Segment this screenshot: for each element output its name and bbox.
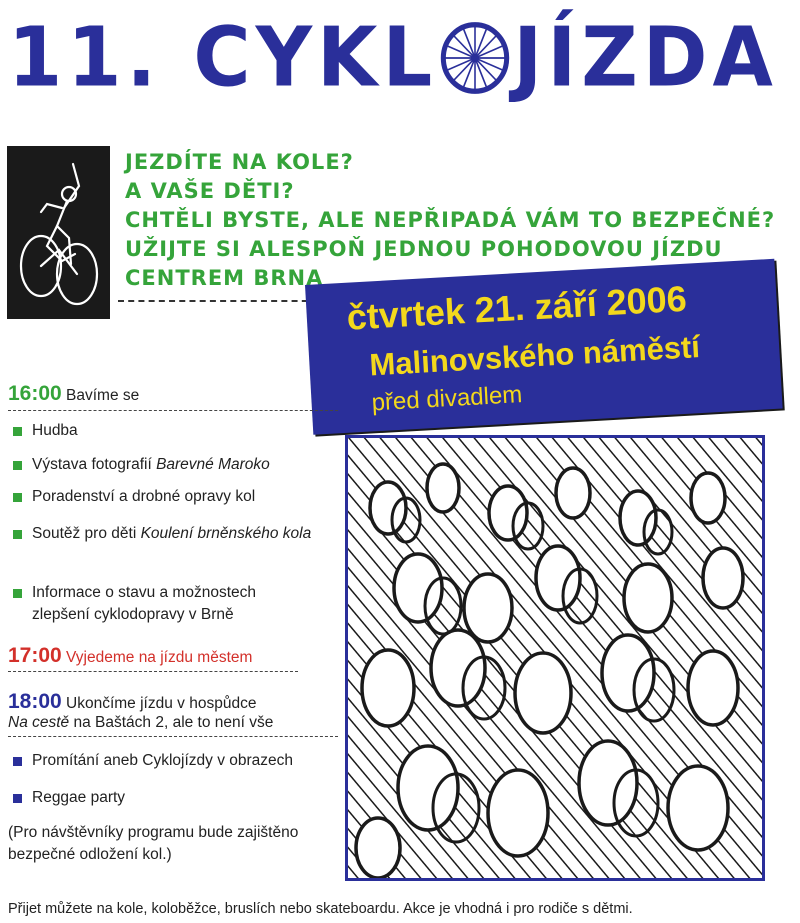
bullet-icon (13, 794, 22, 803)
item-text: Soutěž pro děti (32, 525, 141, 542)
bullet-icon (13, 493, 22, 502)
bike-storage-note: (Pro návštěvníky programu bude zajištěno bezpečné odložení kol.) (8, 824, 299, 863)
intro-line: CENTREM BRNA (125, 266, 324, 290)
item-text: Hudba (32, 422, 78, 439)
footer-note: Přijet můžete na kole, koloběžce, bruslích nebo skateboardu. Akce je vhodná i pro rodiče s dětmi. (8, 901, 633, 917)
program-slot-1800-detail (8, 714, 338, 737)
date-banner (305, 259, 783, 435)
program-item (8, 454, 338, 476)
slot-time: 17:00 (8, 644, 62, 667)
event-date: čtvrtek 21. září 2006 (345, 277, 688, 338)
slot-label: Ukončíme jízdu v hospůdce (66, 695, 257, 712)
slot-label: Bavíme se (66, 387, 140, 404)
item-text: Reggae party (32, 789, 126, 806)
program-item (8, 582, 318, 626)
bullet-icon (13, 589, 22, 598)
event-place-detail: před divadlem (370, 381, 523, 417)
cyclist-illustration (7, 146, 110, 319)
intro-line: A VAŠE DĚTI? (125, 179, 295, 203)
program-item (8, 787, 338, 809)
intro-line: CHTĚLI BYSTE, ALE NEPŘIPADÁ VÁM TO BEZPEČNÉ? (125, 208, 776, 232)
divider (118, 300, 318, 302)
program-slot-1700 (8, 644, 298, 672)
program-item (8, 420, 338, 442)
program-slot-1600 (8, 382, 338, 411)
slot-time: 18:00 (8, 690, 62, 713)
intro-line: JEZDÍTE NA KOLE? (125, 150, 354, 174)
venue-address: na Baštách 2, ale to není vše (69, 714, 274, 731)
event-title (8, 10, 788, 106)
title-part-1: 11. CYKL (8, 10, 438, 106)
program-item (8, 486, 338, 508)
bullet-icon (13, 461, 22, 470)
program-item (8, 523, 328, 545)
title-part-2: JÍZDA (513, 10, 778, 106)
event-place: Malinovského náměstí (368, 329, 701, 383)
bullet-icon (13, 757, 22, 766)
bullet-icon (13, 427, 22, 436)
slot-time: 16:00 (8, 382, 62, 405)
item-text: Poradenství a drobné opravy kol (32, 488, 256, 505)
bicycle-wheel-icon (439, 20, 511, 96)
crowd-of-cyclists-drawing (345, 435, 765, 881)
item-text: Informace o stavu a možnostech zlepšení cyklodopravy v Brně (32, 584, 257, 623)
item-text: Výstava fotografií (32, 456, 157, 473)
item-text-italic: Koulení brněnského kola (140, 525, 312, 542)
item-text: Promítání aneb Cyklojízdy v obrazech (32, 752, 294, 769)
item-text-italic: Barevné Maroko (156, 456, 270, 473)
slot-label: Vyjedeme na jízdu městem (66, 649, 253, 666)
bullet-icon (13, 530, 22, 539)
program-slot-1800 (8, 690, 338, 714)
intro-line: UŽIJTE SI ALESPOŇ JEDNOU POHODOVOU JÍZDU (125, 237, 723, 261)
venue-name: Na cestě (8, 714, 70, 731)
program-item (8, 750, 338, 772)
